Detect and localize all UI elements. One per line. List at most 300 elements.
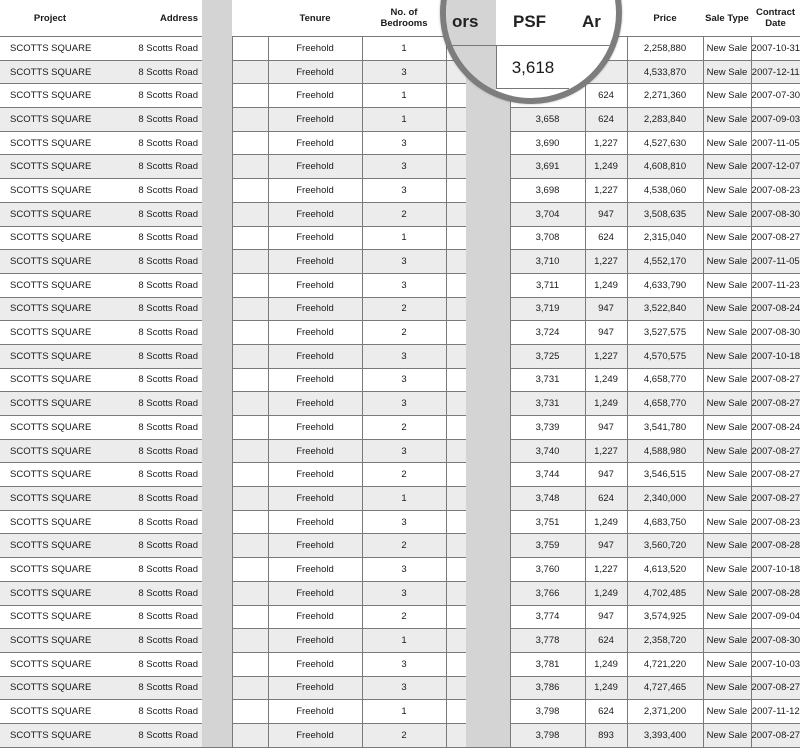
- cell-blank: [232, 37, 268, 61]
- cell-address: 8 Scotts Road: [100, 60, 202, 84]
- cell-price: 2,371,200: [627, 700, 703, 724]
- cell-floors: [446, 700, 466, 724]
- cell-hidden-column-2: [466, 131, 510, 155]
- cell-bedrooms: 2: [362, 463, 446, 487]
- cell-tenure: Freehold: [268, 37, 362, 61]
- header-bedrooms-line2: Bedrooms: [380, 18, 428, 29]
- cell-bedrooms: 2: [362, 605, 446, 629]
- table-row[interactable]: [0, 439, 800, 463]
- cell-hidden-column-2: [466, 487, 510, 511]
- cell-bedrooms: 3: [362, 439, 446, 463]
- cell-hidden-column-2: [466, 723, 510, 747]
- cell-price: 3,574,925: [627, 605, 703, 629]
- cell-hidden-column-2: [466, 676, 510, 700]
- cell-hidden-column-2: [466, 416, 510, 440]
- cell-hidden-column-2: [466, 463, 510, 487]
- table-row[interactable]: [0, 416, 800, 440]
- cell-tenure: Freehold: [268, 131, 362, 155]
- cell-psf: 3,798: [510, 700, 585, 724]
- cell-bedrooms: 3: [362, 676, 446, 700]
- cell-price: 2,358,720: [627, 629, 703, 653]
- cell-sale-type: New Sale: [703, 155, 751, 179]
- cell-blank: [232, 416, 268, 440]
- cell-psf: 3,691: [510, 155, 585, 179]
- cell-price: 4,608,810: [627, 155, 703, 179]
- cell-tenure: Freehold: [268, 250, 362, 274]
- cell-contract-date: 2007-08-30: [751, 321, 800, 345]
- cell-psf: 3,774: [510, 605, 585, 629]
- cell-psf: 3,731: [510, 392, 585, 416]
- table-row[interactable]: [0, 60, 800, 84]
- cell-bedrooms: 3: [362, 155, 446, 179]
- cell-area: 1,227: [585, 179, 627, 203]
- cell-blank: [232, 131, 268, 155]
- table-row[interactable]: [0, 700, 800, 724]
- cell-address: 8 Scotts Road: [100, 652, 202, 676]
- cell-contract-date: 2007-11-05: [751, 250, 800, 274]
- cell-price: 4,658,770: [627, 368, 703, 392]
- cell-psf: 3,719: [510, 297, 585, 321]
- cell-psf: 3,690: [510, 131, 585, 155]
- cell-psf: 3,744: [510, 463, 585, 487]
- cell-bedrooms: 3: [362, 368, 446, 392]
- table-header-row: [0, 0, 800, 37]
- cell-project: SCOTTS SQUARE: [0, 297, 100, 321]
- cell-blank: [232, 605, 268, 629]
- cell-bedrooms: 3: [362, 510, 446, 534]
- cell-address: 8 Scotts Road: [100, 581, 202, 605]
- cell-hidden-column: [202, 581, 232, 605]
- header-sale-type[interactable]: Sale Type: [705, 12, 749, 24]
- cell-address: 8 Scotts Road: [100, 700, 202, 724]
- cell-hidden-column-2: [466, 439, 510, 463]
- cell-area: 624: [585, 700, 627, 724]
- header-bedrooms-line1: No. of: [390, 7, 418, 18]
- cell-tenure: Freehold: [268, 652, 362, 676]
- cell-hidden-column: [202, 226, 232, 250]
- cell-project: SCOTTS SQUARE: [0, 37, 100, 61]
- cell-area: 624: [585, 487, 627, 511]
- cell-sale-type: New Sale: [703, 344, 751, 368]
- cell-address: 8 Scotts Road: [100, 226, 202, 250]
- cell-bedrooms: 2: [362, 297, 446, 321]
- cell-sale-type: New Sale: [703, 179, 751, 203]
- cell-bedrooms: 1: [362, 37, 446, 61]
- cell-hidden-column-2: [466, 226, 510, 250]
- cell-bedrooms: 1: [362, 629, 446, 653]
- table-row[interactable]: [0, 558, 800, 582]
- cell-contract-date: 2007-08-28: [751, 581, 800, 605]
- cell-area: 947: [585, 534, 627, 558]
- cell-contract-date: 2007-08-27: [751, 368, 800, 392]
- cell-address: 8 Scotts Road: [100, 202, 202, 226]
- cell-contract-date: 2007-10-18: [751, 558, 800, 582]
- cell-floors: [446, 273, 466, 297]
- cell-floors: [446, 416, 466, 440]
- table-row[interactable]: [0, 321, 800, 345]
- cell-price: 4,702,485: [627, 581, 703, 605]
- cell-tenure: Freehold: [268, 534, 362, 558]
- cell-project: SCOTTS SQUARE: [0, 416, 100, 440]
- cell-project: SCOTTS SQUARE: [0, 250, 100, 274]
- header-address[interactable]: Address: [159, 12, 198, 24]
- cell-floors: [446, 534, 466, 558]
- cell-contract-date: 2007-08-23: [751, 510, 800, 534]
- cell-hidden-column: [202, 510, 232, 534]
- cell-hidden-column: [202, 629, 232, 653]
- cell-tenure: Freehold: [268, 439, 362, 463]
- header-contract-date[interactable]: Contract Date: [755, 7, 796, 29]
- table-row[interactable]: [0, 131, 800, 155]
- table-row[interactable]: [0, 344, 800, 368]
- cell-hidden-column-2: [466, 700, 510, 724]
- cell-blank: [232, 273, 268, 297]
- cell-floors: [446, 463, 466, 487]
- cell-floors: [446, 487, 466, 511]
- table-row[interactable]: [0, 297, 800, 321]
- cell-hidden-column: [202, 723, 232, 747]
- cell-area: 624: [585, 84, 627, 108]
- magnifier-floors-header: ors: [452, 12, 479, 31]
- cell-blank: [232, 558, 268, 582]
- cell-tenure: Freehold: [268, 605, 362, 629]
- cell-project: SCOTTS SQUARE: [0, 676, 100, 700]
- cell-bedrooms: 3: [362, 273, 446, 297]
- cell-price: 4,527,630: [627, 131, 703, 155]
- cell-tenure: Freehold: [268, 60, 362, 84]
- table-row[interactable]: [0, 250, 800, 274]
- cell-hidden-column: [202, 463, 232, 487]
- cell-area: 947: [585, 463, 627, 487]
- cell-address: 8 Scotts Road: [100, 250, 202, 274]
- cell-price: 4,613,520: [627, 558, 703, 582]
- table-row[interactable]: [0, 368, 800, 392]
- cell-contract-date: 2007-08-30: [751, 629, 800, 653]
- cell-bedrooms: 1: [362, 700, 446, 724]
- magnifier-psf-header: PSF: [513, 12, 547, 31]
- cell-contract-date: 2007-07-30: [751, 84, 800, 108]
- cell-blank: [232, 226, 268, 250]
- cell-psf: 3,798: [510, 723, 585, 747]
- cell-area: 947: [585, 321, 627, 345]
- cell-hidden-column: [202, 534, 232, 558]
- cell-area: 947: [585, 416, 627, 440]
- cell-price: 3,541,780: [627, 416, 703, 440]
- cell-sale-type: New Sale: [703, 700, 751, 724]
- cell-project: SCOTTS SQUARE: [0, 605, 100, 629]
- cell-price: 4,552,170: [627, 250, 703, 274]
- cell-area: 1,227: [585, 131, 627, 155]
- cell-tenure: Freehold: [268, 676, 362, 700]
- cell-tenure: Freehold: [268, 273, 362, 297]
- cell-bedrooms: 3: [362, 581, 446, 605]
- cell-tenure: Freehold: [268, 297, 362, 321]
- cell-sale-type: New Sale: [703, 108, 751, 132]
- table-row[interactable]: [0, 179, 800, 203]
- cell-psf: 3,710: [510, 250, 585, 274]
- cell-psf: 3,658: [510, 108, 585, 132]
- cell-floors: [446, 392, 466, 416]
- cell-sale-type: New Sale: [703, 202, 751, 226]
- cell-bedrooms: 3: [362, 179, 446, 203]
- cell-hidden-column: [202, 321, 232, 345]
- cell-contract-date: 2007-09-04: [751, 605, 800, 629]
- cell-blank: [232, 463, 268, 487]
- cell-blank: [232, 60, 268, 84]
- cell-hidden-column-2: [466, 629, 510, 653]
- cell-price: 4,570,575: [627, 344, 703, 368]
- table-row[interactable]: [0, 273, 800, 297]
- header-price[interactable]: Price: [653, 12, 677, 24]
- cell-area: 1,227: [585, 344, 627, 368]
- cell-price: 4,683,750: [627, 510, 703, 534]
- table-row[interactable]: [0, 605, 800, 629]
- cell-address: 8 Scotts Road: [100, 534, 202, 558]
- cell-sale-type: New Sale: [703, 416, 751, 440]
- cell-bedrooms: 3: [362, 60, 446, 84]
- cell-sale-type: New Sale: [703, 297, 751, 321]
- cell-hidden-column: [202, 108, 232, 132]
- cell-address: 8 Scotts Road: [100, 273, 202, 297]
- cell-price: 4,727,465: [627, 676, 703, 700]
- cell-psf: 3,760: [510, 558, 585, 582]
- cell-blank: [232, 487, 268, 511]
- cell-project: SCOTTS SQUARE: [0, 581, 100, 605]
- cell-blank: [232, 250, 268, 274]
- cell-address: 8 Scotts Road: [100, 629, 202, 653]
- cell-project: SCOTTS SQUARE: [0, 558, 100, 582]
- cell-hidden-column: [202, 344, 232, 368]
- table-row[interactable]: [0, 155, 800, 179]
- cell-hidden-column: [202, 273, 232, 297]
- cell-blank: [232, 368, 268, 392]
- cell-floors: [446, 439, 466, 463]
- cell-sale-type: New Sale: [703, 60, 751, 84]
- table-row[interactable]: [0, 108, 800, 132]
- cell-contract-date: 2007-08-27: [751, 723, 800, 747]
- cell-floors: [446, 652, 466, 676]
- cell-area: 1,249: [585, 392, 627, 416]
- cell-contract-date: 2007-11-12: [751, 700, 800, 724]
- cell-price: 3,393,400: [627, 723, 703, 747]
- cell-address: 8 Scotts Road: [100, 108, 202, 132]
- cell-price: 3,508,635: [627, 202, 703, 226]
- cell-address: 8 Scotts Road: [100, 297, 202, 321]
- cell-blank: [232, 392, 268, 416]
- cell-sale-type: New Sale: [703, 723, 751, 747]
- cell-floors: [446, 321, 466, 345]
- cell-hidden-column: [202, 487, 232, 511]
- cell-price: 3,527,575: [627, 321, 703, 345]
- cell-sale-type: New Sale: [703, 676, 751, 700]
- cell-psf: 3,698: [510, 179, 585, 203]
- cell-hidden-column: [202, 155, 232, 179]
- cell-hidden-column: [202, 392, 232, 416]
- cell-price: 2,315,040: [627, 226, 703, 250]
- cell-area: 1,227: [585, 250, 627, 274]
- cell-hidden-column: [202, 297, 232, 321]
- cell-psf: 3,711: [510, 273, 585, 297]
- cell-sale-type: New Sale: [703, 558, 751, 582]
- cell-floors: [446, 368, 466, 392]
- cell-floors: [446, 676, 466, 700]
- cell-psf: 3,724: [510, 321, 585, 345]
- cell-blank: [232, 344, 268, 368]
- cell-tenure: Freehold: [268, 226, 362, 250]
- cell-tenure: Freehold: [268, 179, 362, 203]
- cell-area: 893: [585, 723, 627, 747]
- cell-tenure: Freehold: [268, 202, 362, 226]
- cell-tenure: Freehold: [268, 629, 362, 653]
- cell-contract-date: 2007-08-27: [751, 463, 800, 487]
- cell-address: 8 Scotts Road: [100, 179, 202, 203]
- cell-psf: 3,740: [510, 439, 585, 463]
- cell-contract-date: 2007-08-27: [751, 439, 800, 463]
- table-row[interactable]: [0, 487, 800, 511]
- cell-floors: [446, 723, 466, 747]
- table-row[interactable]: [0, 392, 800, 416]
- cell-floors: [446, 629, 466, 653]
- cell-project: SCOTTS SQUARE: [0, 723, 100, 747]
- cell-project: SCOTTS SQUARE: [0, 60, 100, 84]
- table-row[interactable]: [0, 510, 800, 534]
- cell-contract-date: 2007-08-24: [751, 416, 800, 440]
- cell-area: 624: [585, 108, 627, 132]
- cell-tenure: Freehold: [268, 581, 362, 605]
- cell-hidden-column: [202, 558, 232, 582]
- cell-contract-date: 2007-12-11: [751, 60, 800, 84]
- cell-hidden-column: [202, 131, 232, 155]
- cell-price: 3,546,515: [627, 463, 703, 487]
- cell-psf: 3,708: [510, 226, 585, 250]
- table-row[interactable]: [0, 37, 800, 61]
- table-row[interactable]: [0, 226, 800, 250]
- cell-address: 8 Scotts Road: [100, 344, 202, 368]
- cell-project: SCOTTS SQUARE: [0, 368, 100, 392]
- cell-tenure: Freehold: [268, 700, 362, 724]
- cell-tenure: Freehold: [268, 463, 362, 487]
- cell-hidden-column-2: [466, 581, 510, 605]
- cell-tenure: Freehold: [268, 416, 362, 440]
- cell-floors: [446, 202, 466, 226]
- cell-address: 8 Scotts Road: [100, 439, 202, 463]
- cell-project: SCOTTS SQUARE: [0, 321, 100, 345]
- cell-address: 8 Scotts Road: [100, 368, 202, 392]
- cell-hidden-column-2: [466, 202, 510, 226]
- cell-hidden-column-2: [466, 250, 510, 274]
- cell-project: SCOTTS SQUARE: [0, 179, 100, 203]
- cell-contract-date: 2007-12-07: [751, 155, 800, 179]
- cell-hidden-column-2: [466, 392, 510, 416]
- cell-bedrooms: 2: [362, 321, 446, 345]
- table-row[interactable]: [0, 676, 800, 700]
- cell-contract-date: 2007-08-30: [751, 202, 800, 226]
- cell-bedrooms: 3: [362, 392, 446, 416]
- table-row[interactable]: [0, 534, 800, 558]
- cell-hidden-column: [202, 202, 232, 226]
- cell-address: 8 Scotts Road: [100, 416, 202, 440]
- cell-project: SCOTTS SQUARE: [0, 108, 100, 132]
- cell-contract-date: 2007-08-27: [751, 226, 800, 250]
- cell-contract-date: 2007-10-18: [751, 344, 800, 368]
- cell-blank: [232, 297, 268, 321]
- cell-area: 1,249: [585, 676, 627, 700]
- cell-sale-type: New Sale: [703, 226, 751, 250]
- table-row[interactable]: [0, 629, 800, 653]
- cell-hidden-column-2: [466, 605, 510, 629]
- cell-contract-date: 2007-11-05: [751, 131, 800, 155]
- cell-address: 8 Scotts Road: [100, 155, 202, 179]
- cell-psf: 3,751: [510, 510, 585, 534]
- cell-blank: [232, 84, 268, 108]
- cell-area: 1,249: [585, 368, 627, 392]
- cell-price: 2,340,000: [627, 487, 703, 511]
- cell-sale-type: New Sale: [703, 273, 751, 297]
- cell-tenure: Freehold: [268, 510, 362, 534]
- cell-hidden-column-2: [466, 321, 510, 345]
- cell-sale-type: New Sale: [703, 487, 751, 511]
- cell-contract-date: 2007-08-28: [751, 534, 800, 558]
- cell-blank: [232, 676, 268, 700]
- cell-area: 1,249: [585, 652, 627, 676]
- cell-hidden-column-2: [466, 273, 510, 297]
- header-bedrooms[interactable]: [362, 0, 446, 37]
- cell-sale-type: New Sale: [703, 321, 751, 345]
- cell-bedrooms: 2: [362, 416, 446, 440]
- cell-sale-type: New Sale: [703, 581, 751, 605]
- cell-hidden-column-2: [466, 179, 510, 203]
- header-tenure[interactable]: Tenure: [299, 12, 331, 24]
- cell-price: 2,271,360: [627, 84, 703, 108]
- cell-blank: [232, 534, 268, 558]
- cell-contract-date: 2007-08-27: [751, 676, 800, 700]
- table-row[interactable]: [0, 652, 800, 676]
- table-row[interactable]: [0, 202, 800, 226]
- cell-tenure: Freehold: [268, 392, 362, 416]
- cell-sale-type: New Sale: [703, 392, 751, 416]
- cell-floors: [446, 510, 466, 534]
- table-row[interactable]: [0, 84, 800, 108]
- cell-psf: 3,786: [510, 676, 585, 700]
- cell-area: 1,249: [585, 510, 627, 534]
- cell-hidden-column: [202, 84, 232, 108]
- cell-psf: 3,731: [510, 368, 585, 392]
- cell-floors: [446, 108, 466, 132]
- cell-contract-date: 2007-08-24: [751, 297, 800, 321]
- cell-area: 1,249: [585, 273, 627, 297]
- cell-tenure: Freehold: [268, 368, 362, 392]
- cell-price: 2,258,880: [627, 37, 703, 61]
- cell-area: 1,249: [585, 581, 627, 605]
- cell-project: SCOTTS SQUARE: [0, 439, 100, 463]
- cell-sale-type: New Sale: [703, 368, 751, 392]
- table-row[interactable]: [0, 463, 800, 487]
- cell-psf: 3,739: [510, 416, 585, 440]
- table-row[interactable]: [0, 581, 800, 605]
- cell-address: 8 Scotts Road: [100, 510, 202, 534]
- cell-hidden-column: [202, 60, 232, 84]
- cell-floors: [446, 131, 466, 155]
- cell-sale-type: New Sale: [703, 37, 751, 61]
- cell-blank: [232, 179, 268, 203]
- cell-bedrooms: 3: [362, 652, 446, 676]
- cell-project: SCOTTS SQUARE: [0, 344, 100, 368]
- cell-area: 1,249: [585, 155, 627, 179]
- cell-sale-type: New Sale: [703, 605, 751, 629]
- cell-psf: 3,759: [510, 534, 585, 558]
- header-project[interactable]: Project: [33, 12, 67, 24]
- table-row[interactable]: [0, 723, 800, 747]
